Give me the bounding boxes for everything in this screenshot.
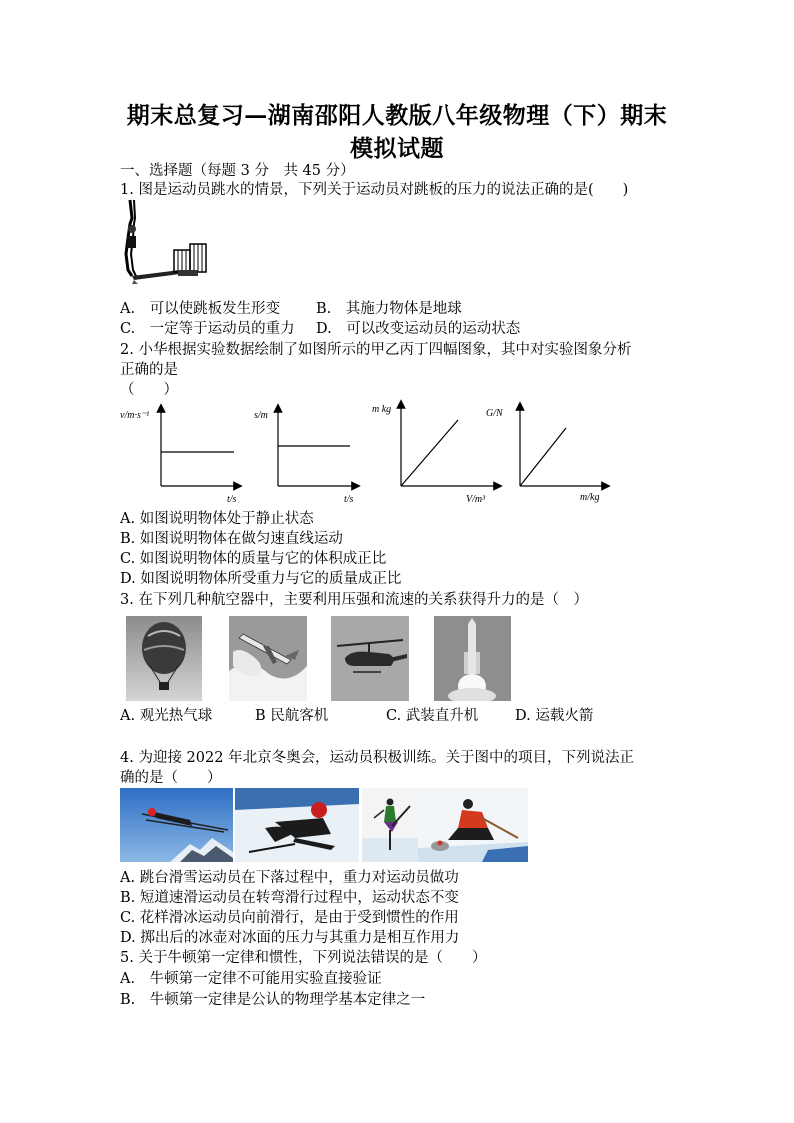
- q4-stem-line1: 4. 为迎接 2022 年北京冬奥会，运动员积极训练。关于图中的项目，下列说法正: [120, 750, 635, 766]
- q4-option-b: B. 短道速滑运动员在转弯滑行过程中，运动状态不变: [120, 890, 459, 906]
- q3-option-b: B 民航客机: [255, 708, 329, 724]
- airliner-image: [229, 616, 307, 701]
- q2-stem-line3: （ ）: [120, 382, 178, 398]
- graph4-xlabel: m/kg: [580, 492, 600, 503]
- graph4-ylabel: G/N: [486, 408, 503, 419]
- q1-option-c: C. 一定等于运动员的重力: [120, 321, 295, 337]
- graph3-xlabel: V/m³: [466, 494, 486, 505]
- q2-stem-line2: 正确的是: [120, 362, 178, 378]
- page-title-line1: 期末总复习—湖南邵阳人教版八年级物理（下）期末: [126, 102, 668, 129]
- hot-air-balloon-image: [126, 616, 202, 701]
- q3-stem: 3. 在下列几种航空器中，主要利用压强和流速的关系获得升力的是（ ）: [120, 592, 588, 608]
- q2-stem-line1: 2. 小华根据实验数据绘制了如图所示的甲乙丙丁四幅图象，其中对实验图象分析: [120, 342, 632, 358]
- q1-option-a: A. 可以使跳板发生形变: [120, 301, 281, 317]
- q4-option-a: A. 跳台滑雪运动员在下落过程中，重力对运动员做功: [120, 870, 459, 886]
- q3-option-a: A. 观光热气球: [120, 708, 213, 724]
- q4-stem-line2: 确的是（ ）: [120, 770, 222, 786]
- short-track-skating-image: [235, 788, 359, 862]
- q5-option-a: A. 牛顿第一定律不可能用实验直接验证: [120, 971, 382, 987]
- q5-option-b: B. 牛顿第一定律是公认的物理学基本定律之一: [120, 992, 426, 1008]
- helicopter-image: [331, 616, 409, 701]
- graph2-ylabel: s/m: [254, 410, 268, 421]
- q3-option-c: C. 武装直升机: [386, 708, 479, 724]
- ski-jumping-image: [120, 788, 233, 862]
- q2-option-d: D. 如图说明物体所受重力与它的质量成正比: [120, 571, 402, 587]
- diving-board-figure: [118, 198, 210, 284]
- q4-option-c: C. 花样滑冰运动员向前滑行，是由于受到惯性的作用: [120, 910, 459, 926]
- graph-s-t: [254, 408, 356, 505]
- q1-stem: 1. 图是运动员跳水的情景，下列关于运动员对跳板的压力的说法正确的是( ): [120, 182, 629, 198]
- section-heading: 一、选择题（每题 3 分 共 45 分）: [120, 163, 355, 179]
- q2-option-a: A. 如图说明物体处于静止状态: [120, 511, 314, 527]
- q5-stem: 5. 关于牛顿第一定律和惯性，下列说法错误的是（ ）: [120, 950, 487, 966]
- graph2-xlabel: t/s: [344, 494, 354, 505]
- graph1-xlabel: t/s: [227, 494, 237, 505]
- q1-option-b: B. 其施力物体是地球: [316, 301, 462, 317]
- graph-m-v: [372, 404, 498, 505]
- graph-g-m: [486, 406, 606, 503]
- curling-image: [418, 788, 528, 862]
- page-title-line2: 模拟试题: [350, 135, 444, 162]
- q2-option-c: C. 如图说明物体的质量与它的体积成正比: [120, 551, 387, 567]
- q3-option-d: D. 运载火箭: [515, 708, 594, 724]
- rocket-image: [434, 616, 511, 701]
- q2-option-b: B. 如图说明物体在做匀速直线运动: [120, 531, 343, 547]
- q1-option-d: D. 可以改变运动员的运动状态: [316, 321, 521, 337]
- q2-graphs: [118, 398, 618, 506]
- q4-option-d: D. 掷出后的冰壶对冰面的压力与其重力是相互作用力: [120, 930, 460, 946]
- graph-v-t: [120, 408, 238, 505]
- graph1-ylabel: v/m·s⁻¹: [120, 410, 150, 421]
- figure-skating-image: [362, 788, 418, 862]
- graph3-ylabel: m kg: [372, 404, 392, 415]
